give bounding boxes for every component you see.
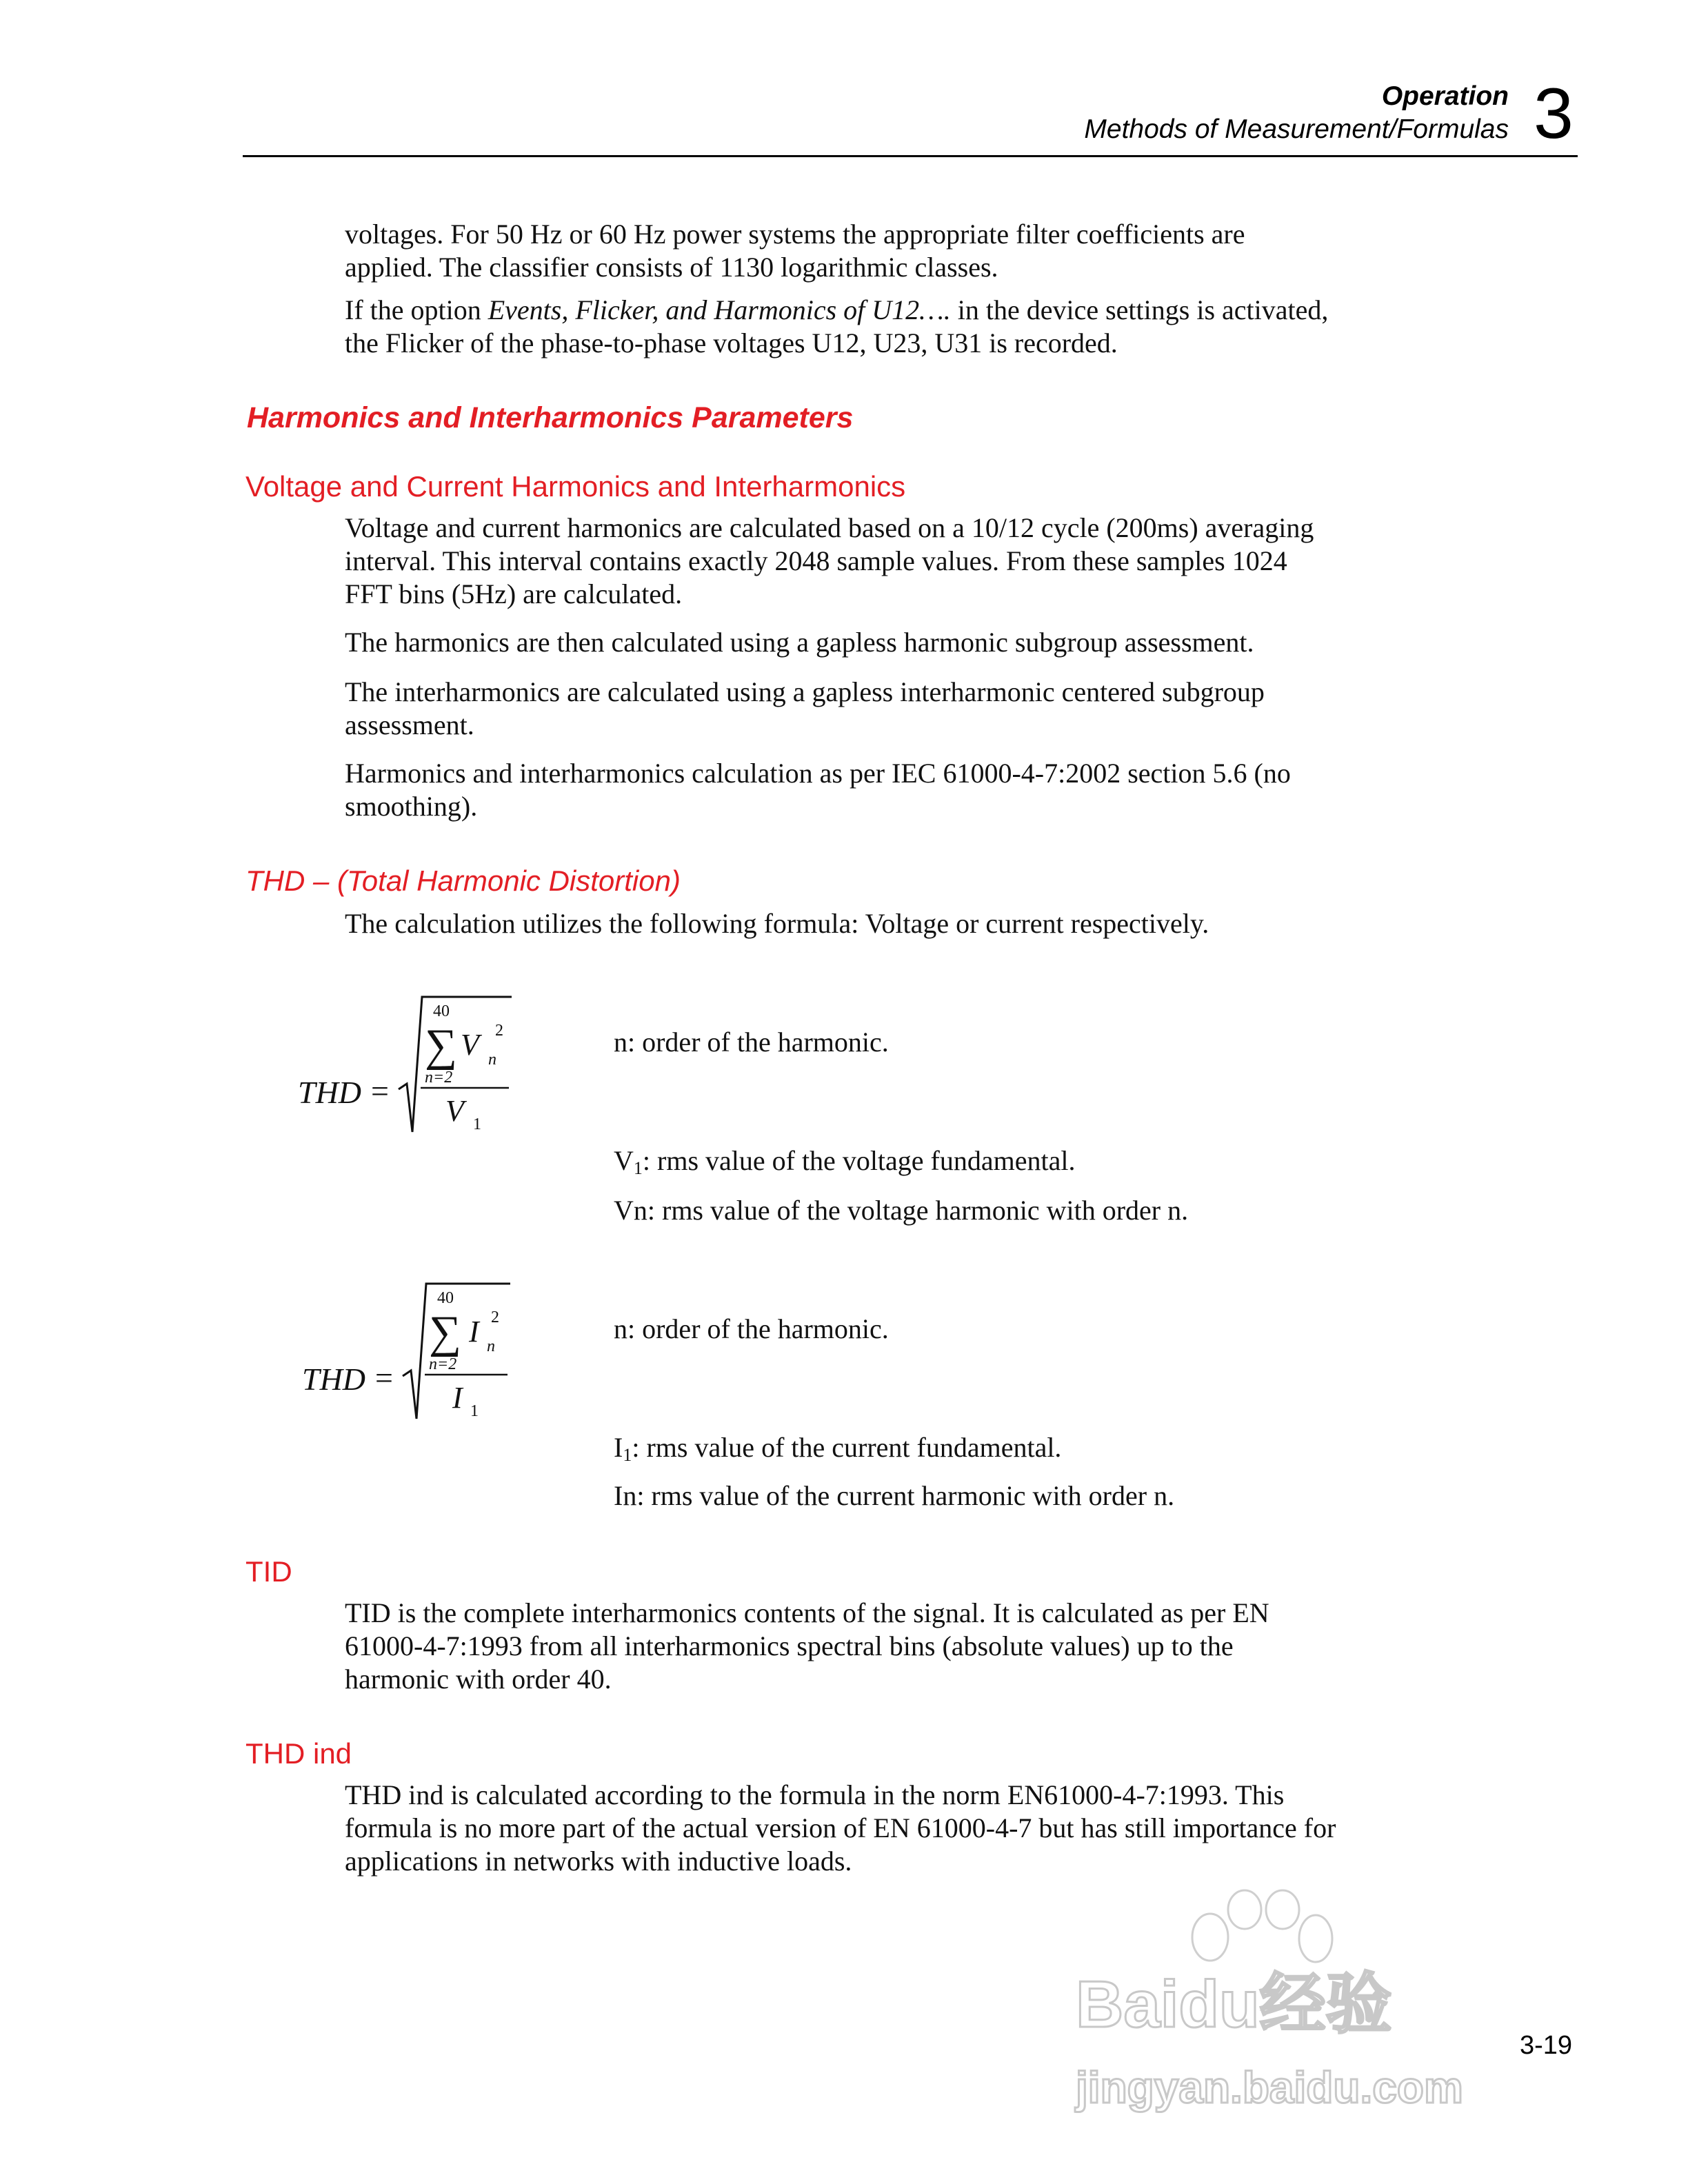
- sum-lower-limit: n=2: [429, 1355, 457, 1373]
- definition-i1: [614, 1431, 1061, 1464]
- watermark-url: jingyan.baidu.com: [1076, 2063, 1463, 2112]
- harmonics-paragraph-4: [345, 757, 1291, 823]
- definition-in: In: rms value of the current harmonic with order n.: [614, 1480, 1175, 1511]
- intro-paragraph-2: [345, 294, 1328, 360]
- sigma-symbol: ∑: [425, 1020, 458, 1071]
- text-line: voltages. For 50 Hz or 60 Hz power systems the appropriate filter coefficients are: [345, 219, 1245, 250]
- formula-superscript: 2: [495, 1022, 503, 1040]
- text-line: assessment.: [345, 709, 474, 740]
- formula-subscript: n: [488, 1051, 496, 1069]
- definition-text: : rms value of the current fundamental.: [632, 1432, 1062, 1463]
- section-heading: Harmonics and Interharmonics Parameters: [247, 401, 854, 434]
- text-line: applied. The classifier consists of 1130 logarithmic classes.: [345, 252, 998, 283]
- symbol: V: [614, 1145, 634, 1176]
- formula-denominator: I: [452, 1381, 463, 1415]
- formula-variable: I: [469, 1315, 479, 1348]
- formula-equals: =: [375, 1360, 393, 1395]
- thd-ind-paragraph: [345, 1779, 1336, 1878]
- text-line: 61000-4-7:1993 from all interharmonics spectral bins (absolute values) up to the: [345, 1630, 1234, 1661]
- symbol-subscript: 1: [633, 1158, 643, 1178]
- harmonics-paragraph-1: [345, 512, 1314, 611]
- definition-v1: [614, 1144, 1075, 1177]
- chapter-number: 3: [1534, 74, 1574, 154]
- formula-equals: =: [371, 1073, 389, 1109]
- thd-heading: THD – (Total Harmonic Distortion): [245, 865, 681, 897]
- harmonics-paragraph-2: [345, 626, 1254, 659]
- text-run: If the option: [345, 294, 488, 325]
- definition-n: n: order of the harmonic.: [614, 1027, 889, 1058]
- formula-superscript: 2: [491, 1308, 499, 1326]
- formula-lhs: THD: [298, 1075, 362, 1110]
- symbol: I: [614, 1432, 623, 1463]
- text-line: the Flicker of the phase-to-phase voltages U12, U23, U31 is recorded.: [345, 327, 1118, 358]
- tid-heading: TID: [245, 1555, 292, 1588]
- denominator-subscript: 1: [473, 1115, 481, 1133]
- page-number: 3-19: [1519, 2031, 1572, 2060]
- tid-paragraph: [345, 1597, 1269, 1696]
- thd-current-formula: [294, 1273, 535, 1431]
- text-line: THD ind is calculated according to the formula in the norm EN61000-4-7:1993. This: [345, 1779, 1285, 1810]
- header-section-title: Operation: [1381, 81, 1509, 111]
- sum-lower-limit: n=2: [425, 1069, 453, 1086]
- sum-upper-limit: 40: [433, 1002, 450, 1020]
- text-line: FFT bins (5Hz) are calculated.: [345, 578, 683, 609]
- text-run: in the device settings is activated,: [950, 294, 1329, 325]
- formula-denominator: V: [445, 1094, 464, 1128]
- formula-variable: V: [461, 1028, 479, 1062]
- symbol-subscript: 1: [623, 1445, 632, 1465]
- text-line: TID is the complete interharmonics contents of the signal. It is calculated as per EN: [345, 1597, 1269, 1628]
- option-name: Events, Flicker, and Harmonics of U12….: [488, 294, 951, 325]
- formula-lhs: THD: [302, 1362, 366, 1397]
- text-line: [345, 294, 1328, 327]
- intro-paragraph-1: [345, 218, 1245, 284]
- text-line: formula is no more part of the actual version of EN 61000-4-7 but has still importance for: [345, 1812, 1336, 1843]
- definition-text: : rms value of the voltage fundamental.: [642, 1145, 1076, 1176]
- subsection-heading: Voltage and Current Harmonics and Interharmonics: [245, 470, 906, 503]
- text-line: Harmonics and interharmonics calculation as per IEC 61000-4-7:2002 section 5.6 (no: [345, 758, 1291, 789]
- text-line: The interharmonics are calculated using a gapless interharmonic centered subgroup: [345, 676, 1265, 707]
- sigma-symbol: ∑: [429, 1307, 462, 1357]
- text-line: applications in networks with inductive loads.: [345, 1846, 852, 1877]
- text-line: harmonic with order 40.: [345, 1664, 612, 1695]
- formula-subscript: n: [487, 1337, 495, 1355]
- header-rule: [243, 155, 1578, 157]
- watermark-logo-text: Baidu经验: [1076, 1968, 1392, 2041]
- definition-vn: Vn: rms value of the voltage harmonic with order n.: [614, 1195, 1189, 1226]
- sum-upper-limit: 40: [437, 1289, 454, 1307]
- thd-voltage-formula: [290, 986, 531, 1144]
- text-line: smoothing).: [345, 791, 478, 822]
- header-subsection-title: Methods of Measurement/Formulas: [1084, 114, 1509, 144]
- definition-n: n: order of the harmonic.: [614, 1313, 889, 1344]
- paw-icon: [1192, 1890, 1332, 1962]
- harmonics-paragraph-3: [345, 676, 1265, 742]
- thd-intro: The calculation utilizes the following formula: Voltage or current respectively.: [345, 908, 1209, 939]
- denominator-subscript: 1: [470, 1402, 479, 1420]
- thd-ind-heading: THD ind: [245, 1737, 352, 1770]
- text-line: interval. This interval contains exactly 2048 sample values. From these samples 1024: [345, 545, 1287, 576]
- baidu-watermark: [1062, 1889, 1503, 2123]
- text-line: Voltage and current harmonics are calculated based on a 10/12 cycle (200ms) averaging: [345, 512, 1314, 543]
- text-line: The harmonics are then calculated using a gapless harmonic subgroup assessment.: [345, 627, 1254, 658]
